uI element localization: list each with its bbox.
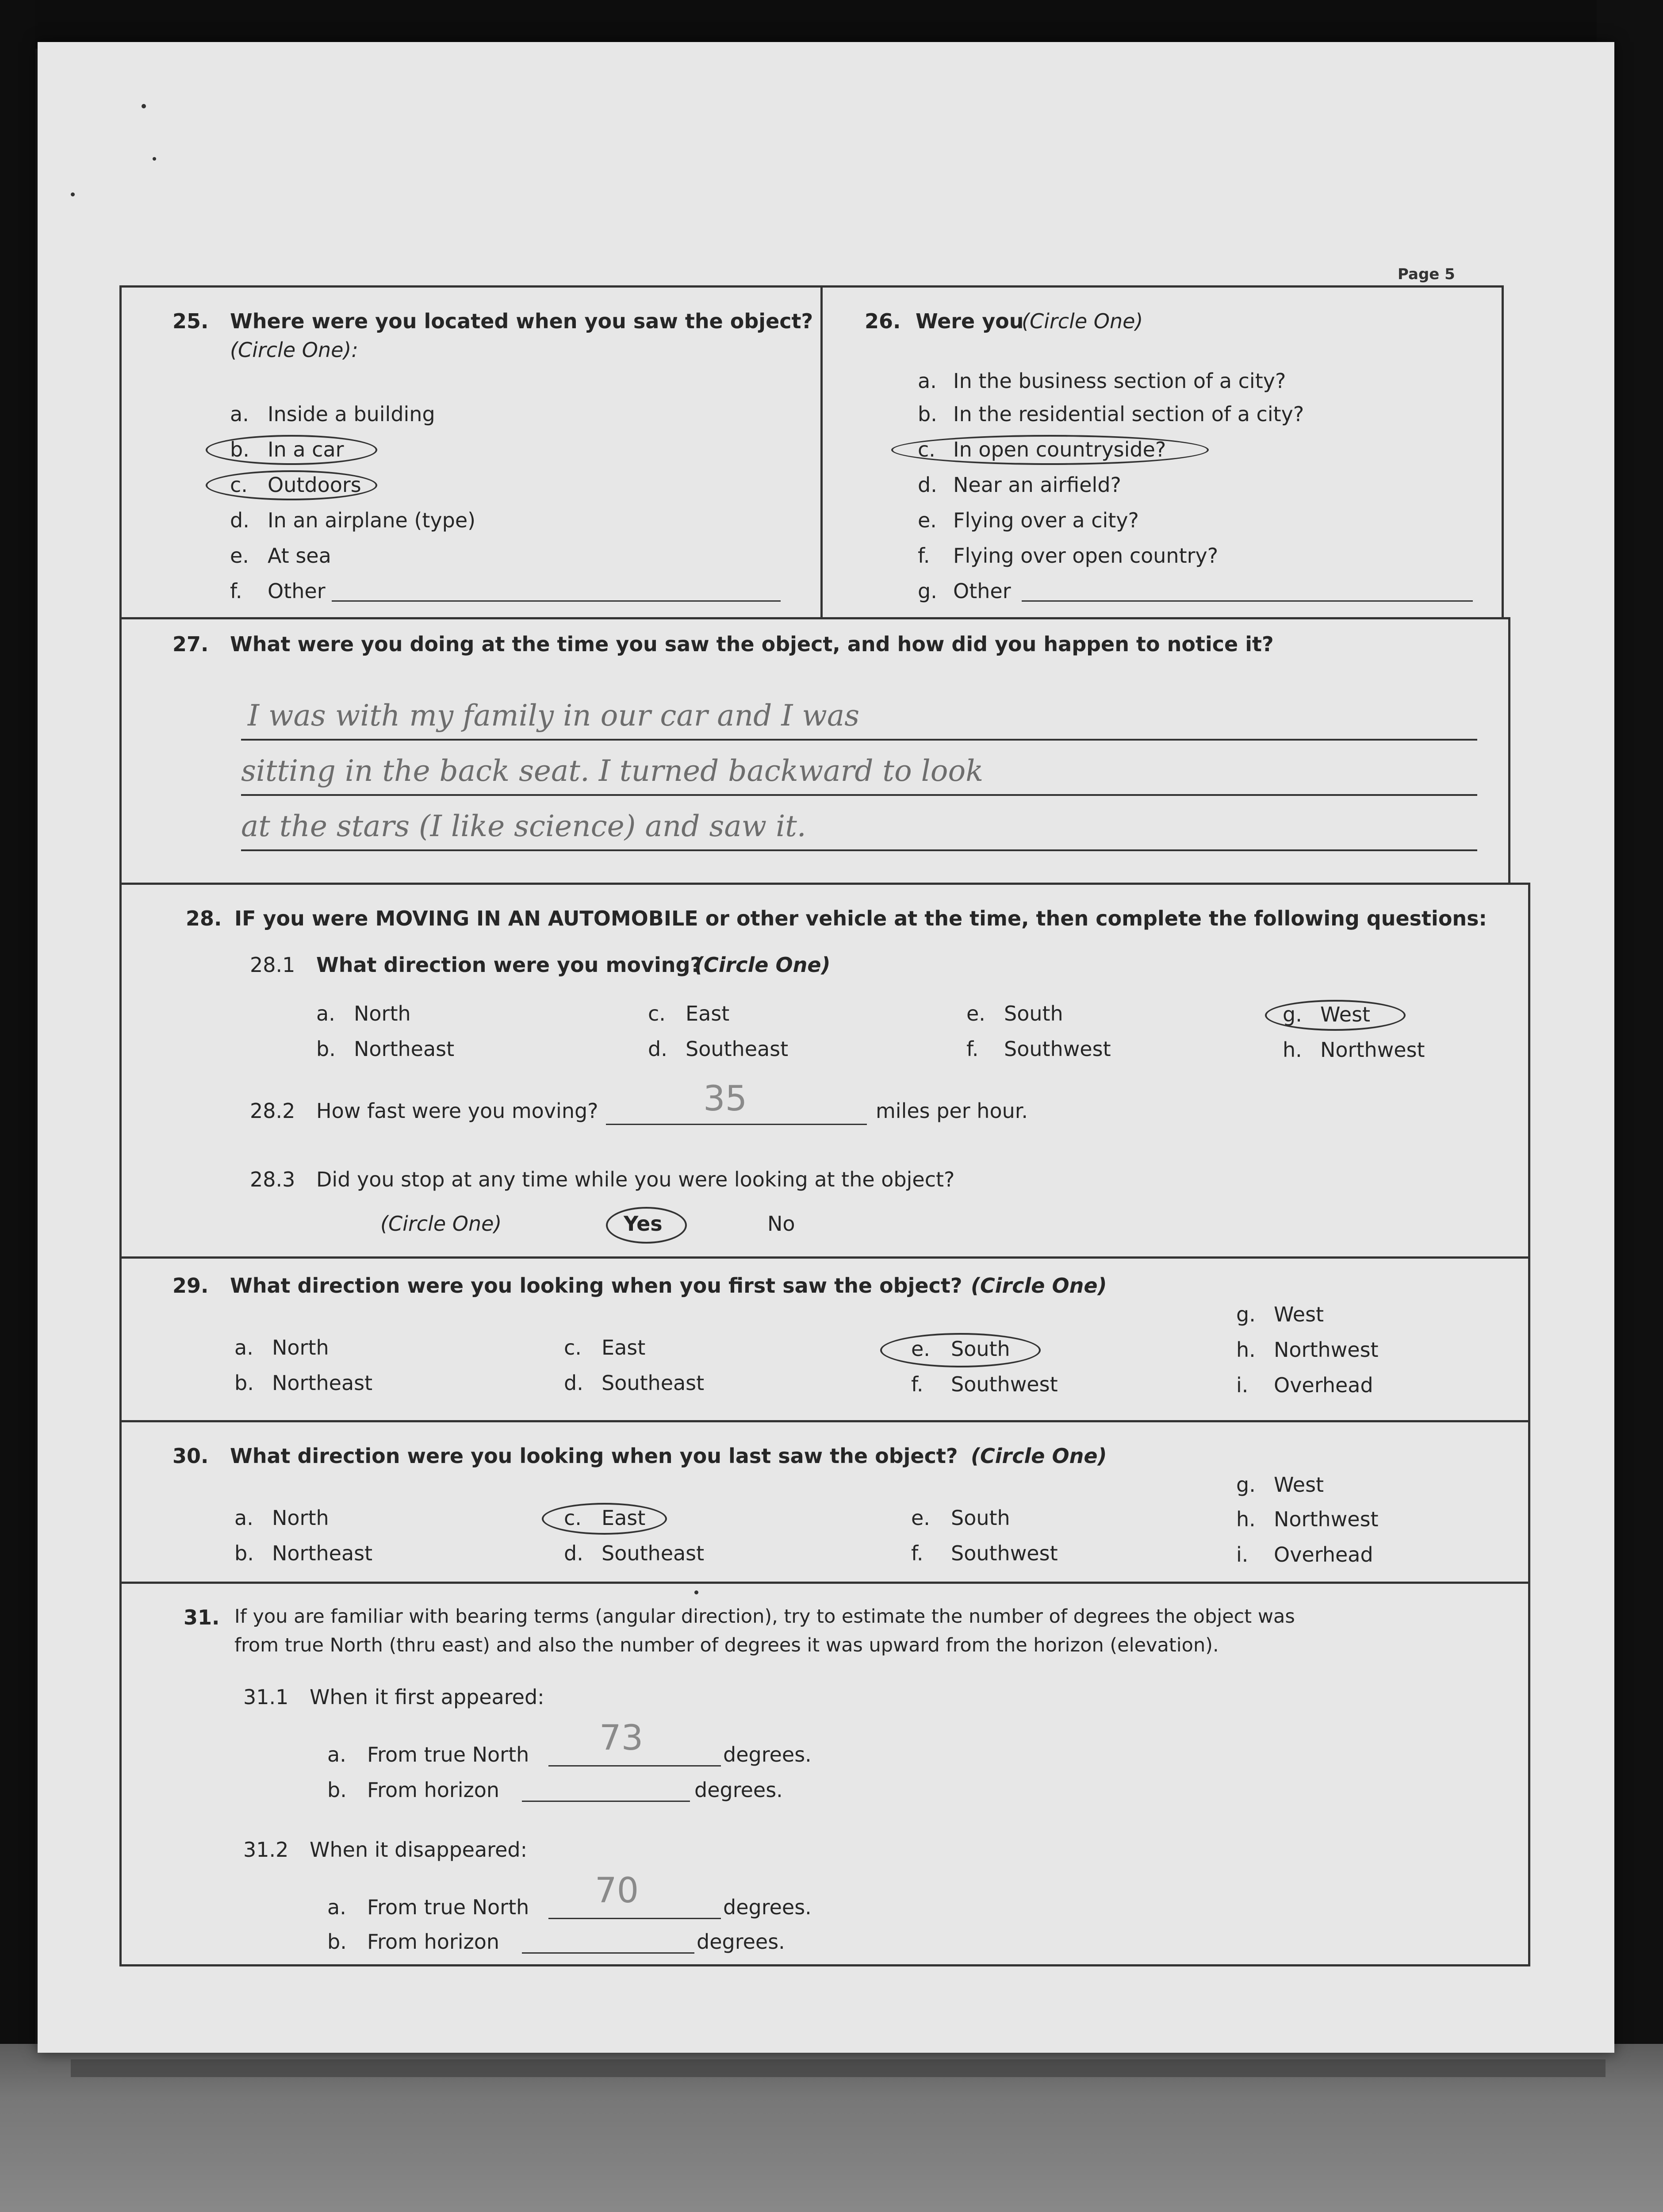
q27-rule-2: [241, 794, 1477, 796]
q25-question: Where were you located when you saw the object?: [230, 309, 813, 333]
q27-answer-line-3[interactable]: at the stars (I like science) and saw it.: [241, 809, 806, 843]
q29-option-letter: i.: [1236, 1373, 1249, 1397]
q30-option-letter: g.: [1236, 1473, 1256, 1497]
q30-option-letter: c.: [564, 1506, 582, 1530]
q29-instruction: (Circle One): [971, 1274, 1107, 1298]
q27-answer-line-2[interactable]: sitting in the back seat. I turned backward to look: [241, 754, 984, 788]
film-frame-top: [0, 0, 1663, 49]
q25-option-letter: e.: [230, 544, 249, 568]
q25-option-letter: a.: [230, 402, 249, 426]
q30-option-letter: i.: [1236, 1543, 1249, 1567]
q26-circle-c: [891, 435, 1209, 465]
q30-option-a[interactable]: North: [272, 1506, 329, 1530]
q31-1-a-label: From true North: [367, 1743, 529, 1767]
q25-option-f[interactable]: Other: [268, 579, 326, 603]
q27-rule-3: [241, 849, 1477, 851]
q29-option-letter: g.: [1236, 1302, 1256, 1326]
q31-2-b-line[interactable]: [522, 1952, 694, 1954]
q26-option-d[interactable]: Near an airfield?: [953, 473, 1121, 497]
q28-1-option-b[interactable]: Northeast: [354, 1037, 455, 1061]
q29-option-letter: f.: [911, 1372, 923, 1396]
speck: [153, 157, 156, 161]
q26-option-letter: f.: [918, 544, 930, 568]
q31-2-a-line: [548, 1918, 721, 1919]
questionnaire-form: [119, 285, 1535, 1966]
q27-answer-line-1[interactable]: I was with my family in our car and I was: [248, 699, 860, 733]
q31-question-line-2: from true North (thru east) and also the number of degrees it was upward from the horizon (elevation).: [234, 1634, 1219, 1656]
q26-other-line[interactable]: [1022, 600, 1473, 602]
q29-option-a[interactable]: North: [272, 1336, 329, 1359]
q28-3-yes[interactable]: Yes: [624, 1212, 663, 1236]
q27-question: What were you doing at the time you saw the object, and how did you happen to notice it?: [230, 632, 1274, 656]
q30-instruction: (Circle One): [971, 1444, 1107, 1468]
q28-2-answer-line: [606, 1124, 867, 1125]
q30-question: What direction were you looking when you last saw the object?: [230, 1444, 958, 1468]
q28-1-option-letter: f.: [966, 1037, 979, 1061]
q28-3-question: Did you stop at any time while you were looking at the object?: [316, 1167, 955, 1191]
q29-option-c[interactable]: East: [602, 1336, 646, 1359]
q30-option-letter: h.: [1236, 1507, 1256, 1531]
q31-2-b-label: From horizon: [367, 1930, 500, 1954]
q26-option-e[interactable]: Flying over a city?: [953, 508, 1139, 532]
q28-1-option-letter: d.: [648, 1037, 667, 1061]
q29-option-e[interactable]: South: [951, 1337, 1010, 1361]
q29-option-f[interactable]: Southwest: [951, 1372, 1058, 1396]
q29-option-d[interactable]: Southeast: [602, 1371, 705, 1395]
q25-circle-b: [206, 435, 377, 465]
q30-option-letter: d.: [564, 1541, 583, 1565]
q31-question-line-1: If you are familiar with bearing terms (angular direction), try to estimate the number of degrees the object was: [234, 1605, 1295, 1628]
q28-2-unit: miles per hour.: [876, 1099, 1028, 1123]
q29-option-i[interactable]: Overhead: [1274, 1373, 1373, 1397]
q28-2-answer[interactable]: 35: [703, 1079, 747, 1119]
page-number: Page 5: [1398, 265, 1455, 283]
q31-1-a-answer[interactable]: 73: [599, 1718, 644, 1758]
q28-1-option-h[interactable]: Northwest: [1320, 1038, 1425, 1062]
q28-1-option-letter: h.: [1283, 1038, 1302, 1062]
q26-instruction: (Circle One): [1022, 309, 1143, 333]
q28-2-question: How fast were you moving?: [316, 1099, 598, 1123]
q28-1-option-c[interactable]: East: [686, 1002, 730, 1025]
q30-option-letter: b.: [234, 1541, 254, 1565]
q29-option-letter: a.: [234, 1336, 253, 1359]
q31-1-label: When it first appeared:: [310, 1685, 544, 1709]
q28-1-option-letter: g.: [1283, 1002, 1302, 1026]
q26-number: 26.: [865, 309, 901, 333]
q28-3-no[interactable]: No: [767, 1212, 795, 1236]
q31-1-b-letter: b.: [327, 1778, 347, 1802]
q29-option-letter: h.: [1236, 1338, 1256, 1362]
q30-circle-c: [542, 1503, 667, 1535]
q26-option-letter: c.: [918, 438, 935, 461]
q25-option-letter: f.: [230, 579, 242, 603]
q28-1-option-d[interactable]: Southeast: [686, 1037, 789, 1061]
q28-question: IF you were MOVING IN AN AUTOMOBILE or other vehicle at the time, then complete the following questions:: [234, 906, 1487, 930]
q28-3-number: 28.3: [250, 1167, 295, 1191]
q30-option-h[interactable]: Northwest: [1274, 1507, 1379, 1531]
form-right-rule-lower: [1528, 883, 1530, 1966]
form-right-rule-mid: [1508, 617, 1510, 883]
q25-instruction: (Circle One):: [230, 338, 358, 362]
speck: [71, 192, 75, 196]
q26-option-a[interactable]: In the business section of a city?: [953, 369, 1286, 393]
q28-1-option-e[interactable]: South: [1004, 1002, 1063, 1025]
q28-number: 28.: [186, 906, 222, 930]
q25-q26-divider: [820, 285, 823, 617]
q26-option-letter: e.: [918, 508, 937, 532]
q31-2-label: When it disappeared:: [310, 1838, 528, 1862]
q26-question: Were you: [916, 309, 1024, 333]
q25-circle-c: [206, 470, 377, 500]
q31-1-a-line: [548, 1765, 721, 1767]
q30-option-letter: a.: [234, 1506, 253, 1530]
q28-1-circle-g: [1265, 1000, 1406, 1031]
q28-1-option-letter: a.: [316, 1002, 335, 1025]
q31-2-b-letter: b.: [327, 1930, 347, 1954]
q25-option-d[interactable]: In an airplane (type): [268, 508, 476, 532]
q29-option-h[interactable]: Northwest: [1274, 1338, 1379, 1362]
form-right-rule-upper: [1502, 285, 1504, 617]
q31-1-b-line[interactable]: [522, 1801, 690, 1802]
q30-option-e[interactable]: South: [951, 1506, 1010, 1530]
q25-option-a[interactable]: Inside a building: [268, 402, 435, 426]
q31-2-a-label: From true North: [367, 1895, 529, 1919]
q29-option-letter: c.: [564, 1336, 582, 1359]
q30-option-g[interactable]: West: [1274, 1473, 1324, 1497]
q29-option-g[interactable]: West: [1274, 1302, 1324, 1326]
form-left-rule: [119, 285, 122, 1966]
q26-option-f[interactable]: Flying over open country?: [953, 544, 1219, 568]
section-rule-q30: [119, 1420, 1530, 1422]
q27-number: 27.: [172, 632, 209, 656]
q30-option-d[interactable]: Southeast: [602, 1541, 705, 1565]
q28-1-question: What direction were you moving?: [316, 953, 702, 977]
q25-option-b[interactable]: In a car: [268, 438, 344, 461]
q29-circle-e: [880, 1333, 1041, 1367]
q28-1-option-letter: e.: [966, 1002, 985, 1025]
q25-option-letter: b.: [230, 438, 249, 461]
q25-option-letter: c.: [230, 473, 248, 497]
q26-option-b[interactable]: In the residential section of a city?: [953, 402, 1304, 426]
q30-option-i[interactable]: Overhead: [1274, 1543, 1373, 1567]
q29-option-letter: e.: [911, 1337, 930, 1361]
q28-1-option-letter: c.: [648, 1002, 666, 1025]
q30-number: 30.: [172, 1444, 209, 1468]
q26-option-letter: g.: [918, 579, 937, 603]
q31-1-number: 31.1: [243, 1685, 289, 1709]
q31-2-a-letter: a.: [327, 1895, 346, 1919]
speck: [142, 104, 146, 108]
section-rule-q28: [119, 883, 1530, 885]
form-top-rule: [119, 285, 1504, 288]
q26-option-letter: a.: [918, 369, 937, 393]
q31-2-number: 31.2: [243, 1838, 289, 1862]
q28-3-instruction: (Circle One): [380, 1212, 502, 1236]
q28-2-number: 28.2: [250, 1099, 295, 1123]
q29-question: What direction were you looking when you first saw the object?: [230, 1274, 962, 1298]
q25-number: 25.: [172, 309, 209, 333]
q25-option-e[interactable]: At sea: [268, 544, 331, 568]
q31-1-b-unit: degrees.: [694, 1778, 783, 1802]
q28-1-instruction: (Circle One): [694, 953, 831, 977]
q31-2-a-unit: degrees.: [723, 1895, 812, 1919]
q26-option-g[interactable]: Other: [953, 579, 1011, 603]
q25-option-c[interactable]: Outdoors: [268, 473, 361, 497]
q30-option-letter: e.: [911, 1506, 930, 1530]
q28-1-option-g[interactable]: West: [1320, 1002, 1371, 1026]
q28-1-option-a[interactable]: North: [354, 1002, 411, 1025]
q28-1-option-f[interactable]: Southwest: [1004, 1037, 1111, 1061]
q25-option-letter: d.: [230, 508, 249, 532]
form-bottom-rule: [119, 1964, 1530, 1966]
q28-3-circle-yes: [606, 1207, 687, 1244]
q25-other-line[interactable]: [332, 600, 781, 602]
section-rule-q29: [119, 1256, 1530, 1259]
q31-1-a-unit: degrees.: [723, 1743, 812, 1767]
q30-option-b[interactable]: Northeast: [272, 1541, 373, 1565]
q31-2-a-answer[interactable]: 70: [595, 1871, 639, 1911]
paper-shadow-edge: [71, 2059, 1606, 2077]
q31-2-b-unit: degrees.: [697, 1930, 785, 1954]
q31-1-b-label: From horizon: [367, 1778, 500, 1802]
section-rule-q27: [119, 617, 1510, 619]
q30-option-letter: f.: [911, 1541, 923, 1565]
q30-option-f[interactable]: Southwest: [951, 1541, 1058, 1565]
q29-number: 29.: [172, 1274, 209, 1298]
section-rule-q31: [119, 1582, 1530, 1584]
q27-rule-1: [241, 739, 1477, 741]
film-frame-left: [0, 0, 35, 2079]
q31-number: 31.: [184, 1605, 220, 1629]
q28-1-number: 28.1: [250, 953, 295, 977]
q29-option-letter: b.: [234, 1371, 254, 1395]
q31-1-a-letter: a.: [327, 1743, 346, 1767]
q29-option-b[interactable]: Northeast: [272, 1371, 373, 1395]
q30-option-c[interactable]: East: [602, 1506, 646, 1530]
q26-option-c[interactable]: In open countryside?: [953, 438, 1166, 461]
q29-option-letter: d.: [564, 1371, 583, 1395]
q26-option-letter: d.: [918, 473, 937, 497]
q26-option-letter: b.: [918, 402, 937, 426]
q28-1-option-letter: b.: [316, 1037, 336, 1061]
